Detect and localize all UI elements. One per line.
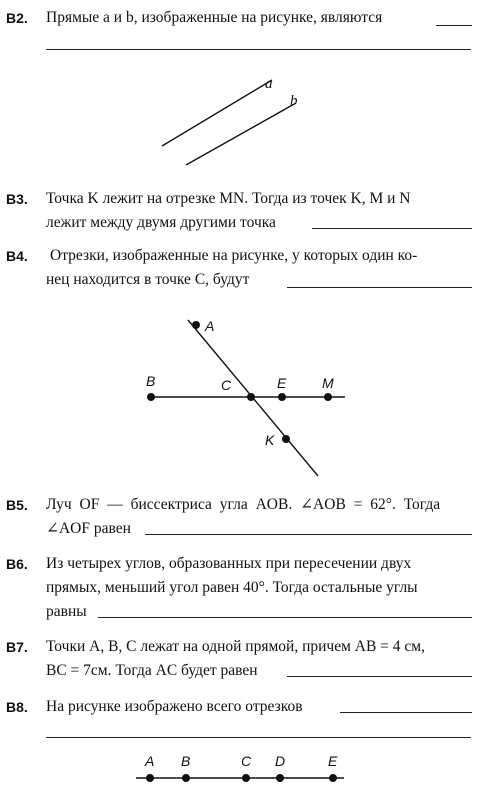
label-point-k: K: [265, 432, 275, 448]
task-b3-line1: Точка K лежит на отрезке MN. Тогда из точек K, M и N: [46, 190, 411, 207]
task-b8-text: На рисунке изображено всего отрезков: [46, 698, 303, 715]
task-b7-line1: Точки A, B, C лежат на одной прямой, причем AB = 4 см,: [46, 638, 425, 655]
label-point-e: E: [328, 753, 338, 769]
point-a: [146, 774, 154, 782]
task-b4-figure: [0, 300, 483, 490]
label-point-m: M: [322, 375, 334, 391]
task-b3-answer-blank[interactable]: [312, 228, 472, 229]
task-b2-text: Прямые a и b, изображенные на рисунке, являются: [46, 9, 383, 26]
task-b7-line2: BC = 7см. Тогда AC будет равен: [46, 662, 258, 679]
task-b6-line1: Из четырех углов, образованных при пересечении двух: [46, 555, 412, 572]
task-b7-number: В7.: [6, 639, 28, 655]
label-point-a: A: [145, 753, 155, 769]
label-point-b: B: [181, 753, 191, 769]
task-b4-answer-blank[interactable]: [287, 287, 472, 288]
point-c: [242, 774, 250, 782]
task-b8-answer-blank[interactable]: [340, 712, 472, 713]
task-b5-number: В5.: [6, 497, 28, 513]
task-b4-number: В4.: [6, 248, 28, 264]
label-point-e: E: [277, 375, 287, 391]
point-m: [324, 393, 332, 401]
task-b3-number: В3.: [6, 191, 28, 207]
line-b: [186, 103, 296, 165]
label-point-a: A: [205, 318, 215, 334]
task-b5-answer-blank[interactable]: [145, 534, 472, 535]
task-b6-line3: равны: [46, 603, 87, 620]
point-a: [192, 321, 200, 329]
task-b6-line2: прямых, меньший угол равен 40°. Тогда остальные углы: [46, 579, 418, 596]
point-k: [282, 435, 290, 443]
task-b8-answer-line[interactable]: [46, 737, 471, 738]
point-d: [276, 774, 284, 782]
task-b8-figure: [0, 745, 483, 803]
task-b6-number: В6.: [6, 556, 28, 572]
point-e: [329, 774, 337, 782]
label-point-c: C: [241, 753, 252, 769]
point-b: [147, 393, 155, 401]
label-a: a: [265, 76, 273, 92]
label-b: b: [290, 93, 298, 109]
task-b2-figure: [0, 0, 483, 180]
task-b5-line1: Луч OF — биссектриса угла AOB. ∠AOB = 62°. Тогда: [46, 496, 441, 513]
task-b4-line1: Отрезки, изображенные на рисунке, у которых один ко-: [50, 247, 418, 264]
point-e: [278, 393, 286, 401]
task-b2-number: В2.: [6, 10, 28, 26]
point-c: [247, 393, 255, 401]
task-b4-line2: нец находится в точке C, будут: [46, 271, 250, 288]
label-point-c: C: [221, 377, 232, 393]
line-a: [162, 80, 272, 146]
task-b6-answer-blank[interactable]: [98, 617, 472, 618]
task-b7-answer-blank[interactable]: [287, 676, 472, 677]
task-b3-line2: лежит между двумя другими точка: [46, 214, 276, 231]
task-b8-number: В8.: [6, 699, 28, 715]
point-b: [182, 774, 190, 782]
label-point-b: B: [146, 373, 156, 389]
label-point-d: D: [275, 753, 286, 769]
task-b5-line2: ∠AOF равен: [46, 520, 131, 537]
